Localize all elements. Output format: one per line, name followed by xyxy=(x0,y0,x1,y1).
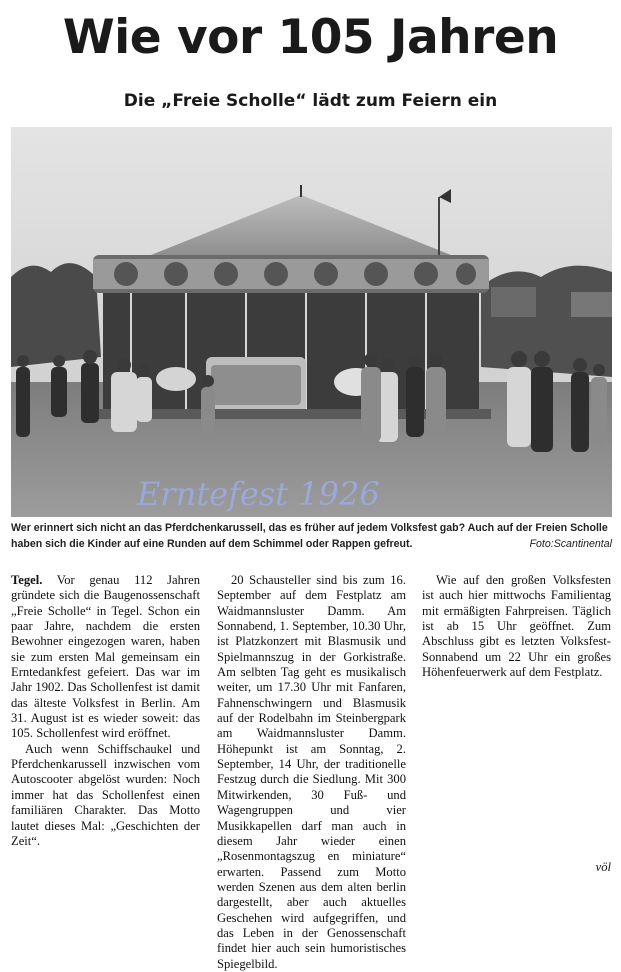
headline: Wie vor 105 Jahren xyxy=(62,10,559,65)
carousel-photo xyxy=(11,127,612,517)
article-paragraph-4: Wie auf den großen Volksfesten ist auch hier mittwochs Familientag mit ermäßigten Fahrpreisen. Täglich ist ab 15 Uhr geöffnet. Zum Abschluss gibt es letzten Volksfest-Sonnabend um 22 Uhr ein großes Höhenfeuerwerk auf dem Festplatz. xyxy=(422,573,611,680)
photo-caption xyxy=(11,521,612,552)
article-column-2 xyxy=(217,573,406,972)
article-author: völ xyxy=(595,860,611,874)
article-dateline: Tegel. xyxy=(11,573,43,587)
article-paragraph-3: 20 Schausteller sind bis zum 16. September auf dem Festplatz am Waidmannsluster Damm. Am Sonnabend, 1. September, 10.30 Uhr, ist Platzkonzert mit Blasmusik und Spielmannszug in der Gorkistraße. Am selbten Tag geht es musikalisch weiter, um 17.30 Uhr mit Fanfaren, Fahnenschwingern und Blasmusik auf der Rodelbahn im Steinbergpark am Waidmannsluster Damm. Höhepunkt ist am Sonntag, 2. September, 14 Uhr, der traditionelle Festzug durch die Siedlung. Mit 300 Mitwirkenden, 30 Fuß- und Wagengruppen und vier Musikkapellen darf man auch in diesem Jahr wieder einen „Rosenmontagszug en miniature“ erwarten. Passend zum Motto werden Szenen aus dem alten berlin dargestellt, aber auch aktuelles Geschehen wird aufgegriffen, und das Leben in der Genossenschaft findet hier auch sein humoristisches Spiegelbild. xyxy=(217,573,406,971)
subheadline: Die „Freie Scholle“ lädt zum Feiern ein xyxy=(123,91,498,111)
photo-caption-text: Wer erinnert sich nicht an das Pferdchenkarussell, das es früher auf jedem Volksfest gab? Auch auf der Freien Scholle haben sich die Kinder auf eine Runden auf dem Schimmel oder Rappen gefreut. xyxy=(11,522,608,550)
photo-credit: Foto:Scantinental xyxy=(529,537,612,550)
article-paragraph-2: Auch wenn Schiffschaukel und Pferdchenkarussell inzwischen vom Autoscooter abgelöst wurden: Noch immer hat das Schollenfest einen familiären Charakter. Das Motto lautet dieses Mal: „Geschichten der Zeit“. xyxy=(11,741,200,848)
article-paragraph-1: Vor genau 112 Jahren gründete sich die Baugenossenschaft „Freie Scholle“ in Tegel. Schon ein paar Jahre, nachdem die ersten Bewohner eingezogen waren, haben sie zum ersten Mal gemeinsam ein Erntedankfest gefeiert. Das war im Jahr 1902. Das Schollenfest ist damit das älteste Volksfest in Berlin. Am 31. August ist es wieder soweit: das 105. Schollenfest wird eröffnet. xyxy=(11,573,200,741)
article-column-3 xyxy=(422,573,611,680)
article-column-1 xyxy=(11,573,200,849)
photo-overlay-text: Erntefest 1926 xyxy=(137,475,380,513)
